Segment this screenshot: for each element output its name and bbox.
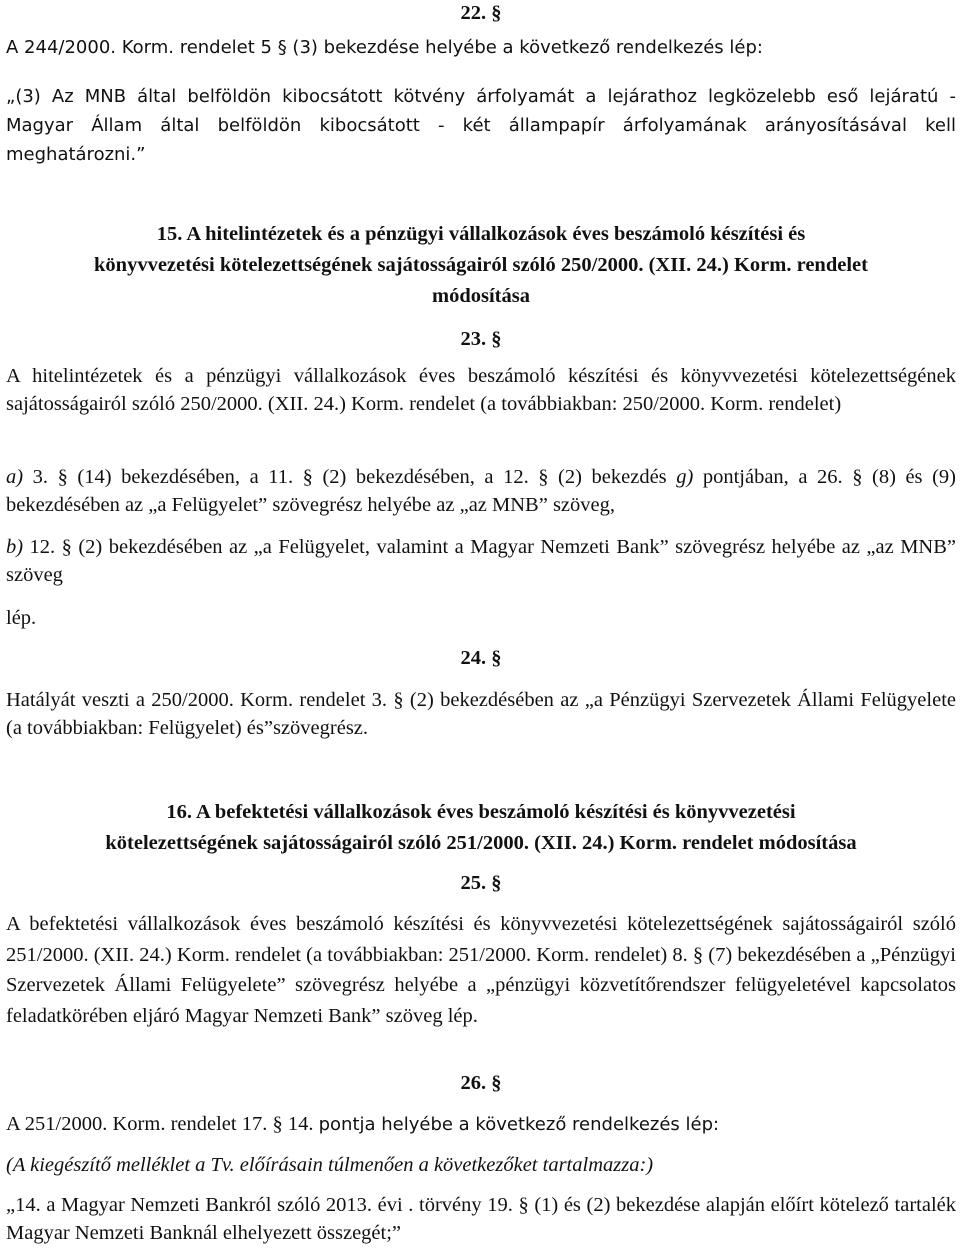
section-26-intro-part-2: pontja helyébe a következő rendelkezés lép: (318, 1114, 720, 1135)
item-b-text: 12. § (2) bekezdésében az „a Felügyelet, valamint a Magyar Nemzeti Bank” szövegrész helyébe az „az MNB” szöveg (6, 536, 956, 586)
heading-15-line-1: 15. A hitelintézetek és a pénzügyi vállalkozások éves beszámoló készítési és (156, 223, 806, 245)
item-a-text-1: 3. § (14) bekezdésében, a 11. § (2) bekezdésében, a 12. § (2) bekezdés (23, 466, 677, 488)
section-26-number: 26. § (460, 1072, 502, 1094)
item-a-label: a) (6, 466, 24, 488)
section-22-quote: „(3) Az MNB által belföldön kibocsátott kötvény árfolyamát a lejárathoz legközelebb eső lejáratú - Magyar Állam által belföldön kibocsátott - két állampapír árfolyamának arányosításával kell meghatározni.” (6, 86, 956, 165)
section-24-number: 24. § (460, 647, 502, 669)
section-23-closing: lép. (6, 607, 37, 629)
heading-16 (6, 797, 956, 859)
section-26-intro-part-1: A 251/2000. Korm. rendelet 17. § 14. (6, 1113, 319, 1135)
heading-16-line-2: kötelezettségének sajátosságairól szóló 251/2000. (XII. 24.) Korm. rendelet módosítása (105, 832, 857, 854)
section-23-intro: A hitelintézetek és a pénzügyi vállalkozások éves beszámoló készítési és könyvvezetési kötelezettségének sajátosságairól szóló 250/2000. (XII. 24.) Korm. rendelet (a továbbiakban: 250/2000. Korm. rendelet) (6, 365, 956, 415)
section-22-number: 22. § (460, 2, 502, 24)
section-22-intro: A 244/2000. Korm. rendelet 5 § (3) bekezdése helyébe a következő rendelkezés lép: (6, 37, 763, 58)
heading-15-line-3: módosítása (432, 285, 530, 307)
item-b-label: b) (6, 536, 24, 558)
heading-15 (6, 219, 956, 312)
section-26-quote: „14. a Magyar Nemzeti Bankról szóló 2013. évi . törvény 19. § (1) és (2) bekezdése alapján előírt kötelező tartalék Magyar Nemzeti Banknál elhelyezett összegét;” (6, 1194, 956, 1244)
item-a-g-label: g) (676, 466, 694, 488)
section-26-italic-line: (A kiegészítő melléklet a Tv. előírásain túlmenően a következőket tartalmazza:) (6, 1154, 654, 1176)
heading-16-line-1: 16. A befektetési vállalkozások éves beszámoló készítési és könyvvezetési (166, 801, 796, 823)
section-23-item-b (6, 533, 956, 589)
section-23-number: 23. § (460, 328, 502, 350)
section-26-intro (6, 1110, 956, 1139)
section-23-item-a (6, 463, 956, 519)
heading-15-line-2: könyvvezetési kötelezettségének sajátosságairól szóló 250/2000. (XII. 24.) Korm. rendelet (94, 254, 868, 276)
section-24-text: Hatályát veszti a 250/2000. Korm. rendelet 3. § (2) bekezdésében az „a Pénzügyi Szervezetek Állami Felügyelete (a továbbiakban: Felügyelet) és”szövegrész. (6, 689, 956, 739)
section-25-text: A befektetési vállalkozások éves beszámoló készítési és könyvvezetési kötelezettségének sajátosságairól szóló 251/2000. (XII. 24.) Korm. rendelet (a továbbiakban: 251/2000. Korm. rendelet) 8. § (7) bekezdésében a „Pénzügyi Szervezetek Állami Felügyelete” szövegrész helyébe a „pénzügyi közvetítőrendszer felügyeletével kapcsolatos feladatkörében eljáró Magyar Nemzeti Bank” szöveg lép. (6, 913, 956, 1027)
item-a-text-2: pontjában, a 26. § (8) és (9) bekezdésében az „a Felügyelet” szövegrész helyébe az „az MNB” szöveg, (6, 466, 956, 516)
section-25-number: 25. § (460, 872, 502, 894)
